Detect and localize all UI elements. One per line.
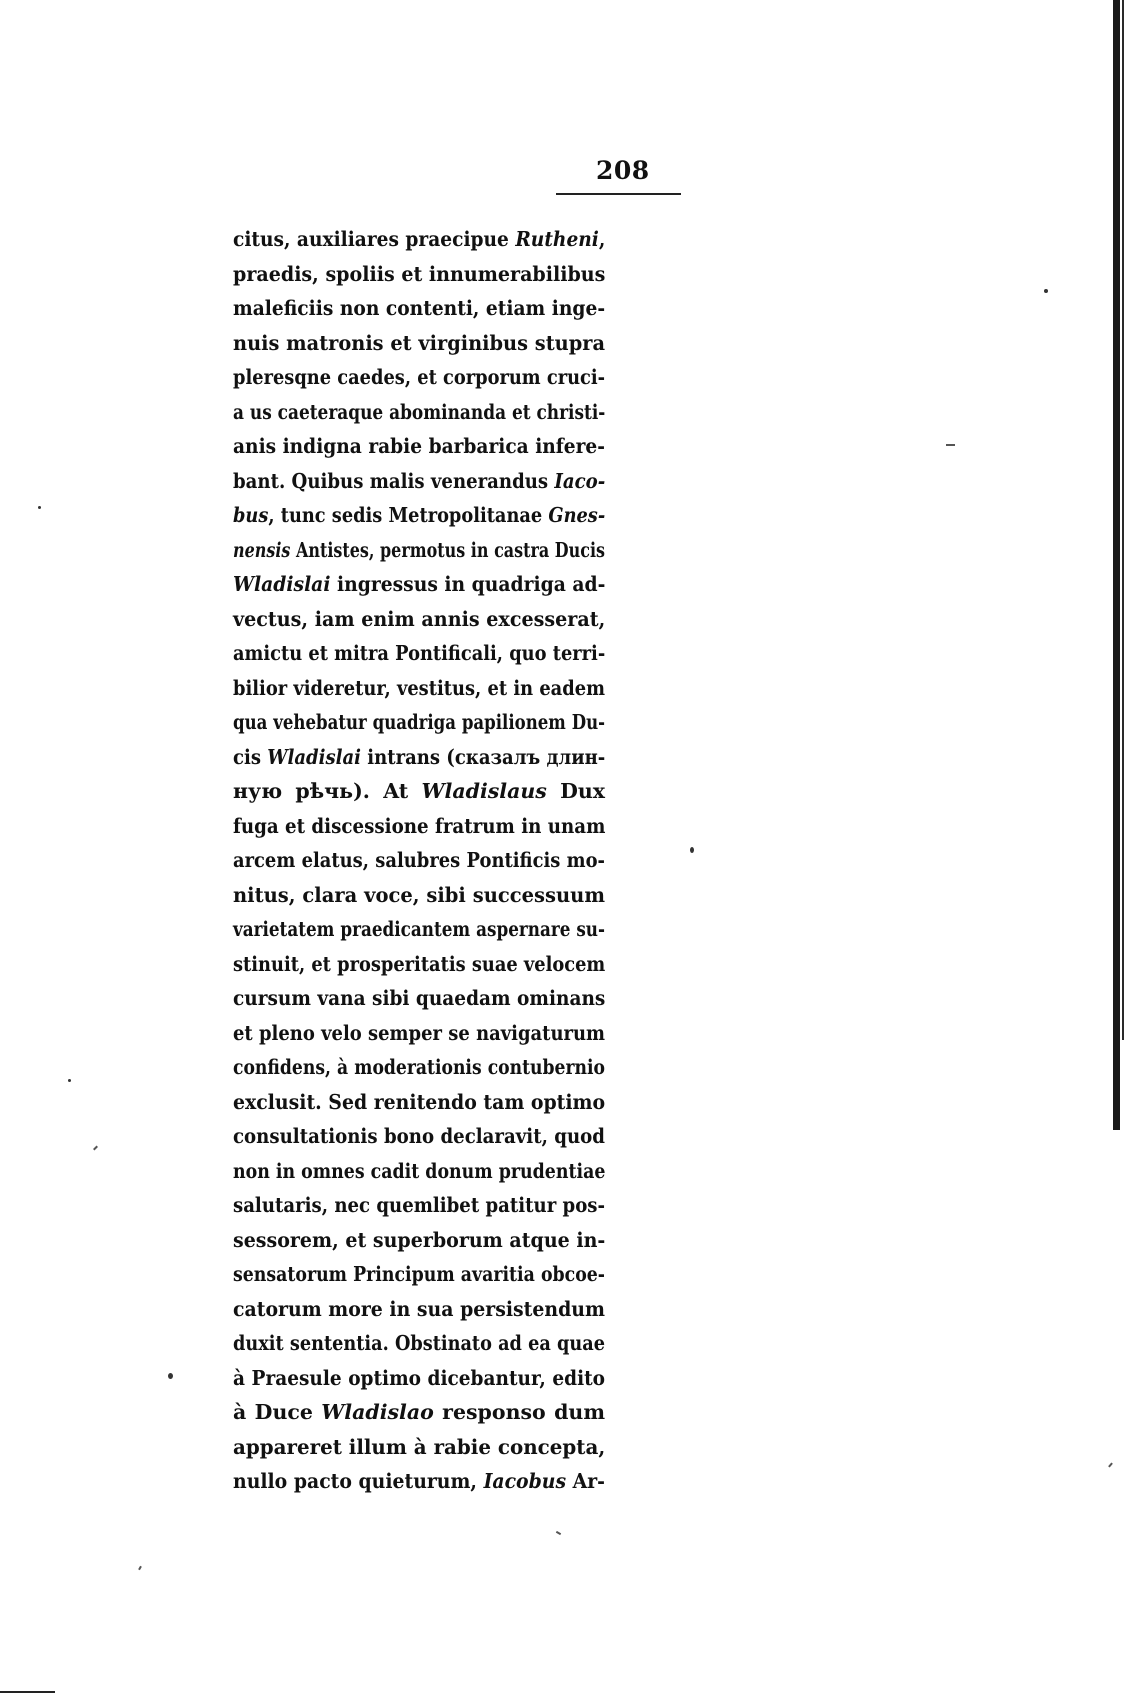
text-line <box>233 774 605 809</box>
text-run: arcem elatus, salubres Pontificis mo- <box>233 848 605 872</box>
text-run: citus, auxiliares praecipue <box>233 227 516 251</box>
speck <box>946 444 955 446</box>
text-run: non in omnes cadit donum prudentiae <box>233 1158 606 1183</box>
italic-name: bus <box>233 503 269 527</box>
text-run: bant. Quibus malis venerandus <box>233 468 555 493</box>
text-line <box>233 1050 605 1085</box>
text-line <box>233 809 605 844</box>
text-run: Antistes, permotus in castra Ducis <box>290 537 605 562</box>
text-line <box>233 567 605 602</box>
text-run: duxit sententia. Obstinato ad ea quae <box>233 1331 605 1355</box>
page-number: 208 <box>596 156 650 185</box>
text-run: bilior videretur, vestitus, et in eadem <box>233 675 605 700</box>
body-text <box>233 222 605 1499</box>
speck <box>690 847 694 853</box>
text-line <box>233 843 605 878</box>
text-run: intrans (сказалъ длин- <box>361 744 606 769</box>
text-run: ingressus in quadriga ad- <box>330 572 606 596</box>
text-line <box>233 1361 605 1396</box>
italic-name: Wladislaus <box>421 779 547 803</box>
italic-name: Wladislai <box>233 572 331 596</box>
text-line <box>233 360 605 395</box>
text-run: et pleno velo semper se navigaturum <box>233 1020 605 1045</box>
text-line <box>233 1016 605 1051</box>
text-line <box>233 740 605 775</box>
speck <box>168 1373 173 1379</box>
text-run: sensatorum Principum avaritia obcoe- <box>233 1262 605 1286</box>
text-line <box>233 1395 605 1430</box>
text-line <box>233 291 605 326</box>
speck <box>1044 289 1048 293</box>
text-line <box>233 257 605 292</box>
text-line <box>233 1430 605 1465</box>
text-line <box>233 222 605 257</box>
text-run: consultationis bono declaravit, quod <box>233 1124 605 1148</box>
text-run: exclusit. Sed renitendo tam optimo <box>233 1089 606 1114</box>
text-run: catorum more in sua persistendum <box>233 1296 605 1321</box>
text-run: responso dum <box>433 1400 606 1424</box>
text-run: a us caeteraque abominanda et christi- <box>233 399 606 424</box>
text-run: nuis matronis et virginibus stupra <box>233 330 605 355</box>
italic-name: nensis <box>233 537 291 562</box>
speck <box>93 1146 98 1151</box>
header-rule <box>556 193 681 195</box>
text-run: , <box>598 227 606 251</box>
text-run: pleresqne caedes, et corporum cruci- <box>233 365 606 389</box>
page-edge-bar-thin <box>1122 0 1124 1040</box>
text-line <box>233 947 605 982</box>
speck <box>138 1566 142 1570</box>
text-run: fuga et discessione fratrum in unam <box>233 813 606 838</box>
text-line <box>233 981 605 1016</box>
text-run: nitus, clara voce, sibi successuum <box>233 882 605 907</box>
italic-name: Wladislai <box>267 744 362 769</box>
text-run: cursum vana sibi quaedam ominans <box>233 986 606 1010</box>
text-line <box>233 1188 605 1223</box>
italic-name: Rutheni <box>515 227 599 251</box>
corner-rule <box>0 1691 55 1693</box>
text-line <box>233 1154 605 1189</box>
text-line <box>233 912 605 947</box>
text-run: Dux <box>546 779 606 803</box>
text-line <box>233 1464 605 1499</box>
text-line <box>233 878 605 913</box>
text-run: maleficiis non contenti, etiam inge- <box>233 296 606 320</box>
text-run: , tunc sedis Metropolitanae <box>268 503 549 527</box>
text-run: confidens, à moderationis contubernio <box>233 1055 605 1079</box>
text-line <box>233 705 605 740</box>
text-line <box>233 1085 605 1120</box>
text-run: Ar- <box>566 1469 605 1493</box>
italic-name: Iaco- <box>554 468 606 493</box>
text-line <box>233 533 605 568</box>
text-line <box>233 671 605 706</box>
italic-name: Wladislao <box>321 1400 434 1424</box>
speck <box>556 1531 561 1535</box>
text-run: à Duce <box>233 1400 322 1424</box>
text-line <box>233 602 605 637</box>
text-run: vectus, iam enim annis excesserat, <box>233 606 606 631</box>
text-run: à Praesule optimo dicebantur, edito <box>233 1365 605 1390</box>
text-line <box>233 464 605 499</box>
speck <box>38 506 41 509</box>
text-run: qua vehebatur quadriga papilionem Du- <box>233 710 605 734</box>
text-line <box>233 326 605 361</box>
text-line <box>233 1119 605 1154</box>
speck <box>68 1079 71 1082</box>
text-run: amictu et mitra Pontificali, quo terri- <box>233 641 606 665</box>
text-line <box>233 636 605 671</box>
text-run: cis <box>233 744 268 769</box>
text-run: sessorem, et superborum atque in- <box>233 1227 606 1252</box>
text-run: salutaris, nec quemlibet patitur pos- <box>233 1193 606 1217</box>
text-run: anis indigna rabie barbarica infere- <box>233 434 605 458</box>
text-line <box>233 1326 605 1361</box>
italic-name: Gnes- <box>548 503 606 527</box>
text-run: nullo pacto quieturum, <box>233 1469 484 1493</box>
text-line <box>233 1292 605 1327</box>
text-run: appareret illum à rabie concepta, <box>233 1434 606 1459</box>
page-edge-bar <box>1113 0 1120 1130</box>
text-run: praedis, spoliis et innumerabilibus <box>233 261 606 286</box>
text-run: ную рѣчь). At <box>233 779 422 803</box>
text-run: varietatem praedicantem aspernare su- <box>233 917 605 941</box>
text-line <box>233 1223 605 1258</box>
italic-name: Iacobus <box>483 1469 567 1493</box>
text-line <box>233 395 605 430</box>
text-run: stinuit, et prosperitatis suae velocem <box>233 951 606 976</box>
text-line <box>233 1257 605 1292</box>
text-line <box>233 429 605 464</box>
speck <box>1108 1462 1113 1467</box>
text-line <box>233 498 605 533</box>
